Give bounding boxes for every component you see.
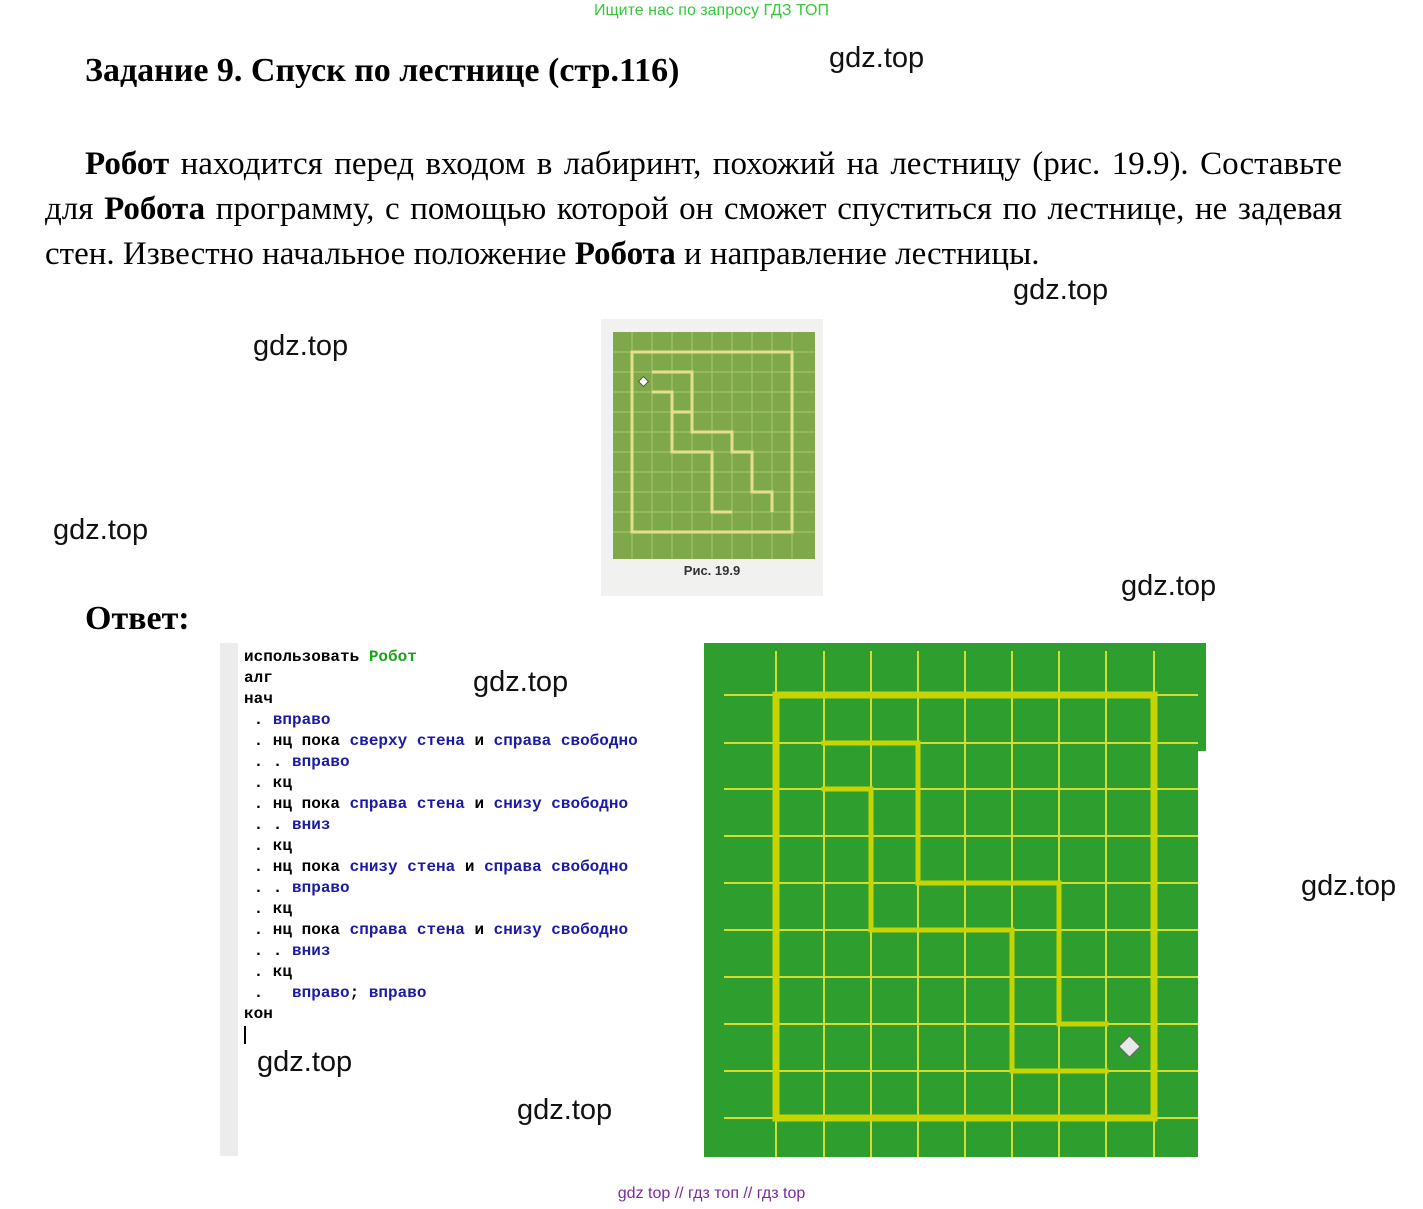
watermark: gdz.top	[1301, 870, 1397, 902]
code-line: . нц пока снизу стена и справа свободно	[244, 858, 629, 876]
figure-19-9	[601, 319, 823, 596]
watermark: gdz.top	[1013, 274, 1109, 306]
watermark: gdz.top	[517, 1094, 613, 1126]
watermark: gdz.top	[829, 42, 925, 74]
watermark: gdz.top	[253, 330, 349, 362]
code-line: . кц	[244, 900, 293, 918]
code-line: алг	[244, 669, 273, 687]
task-robot-3: Робота	[574, 236, 676, 272]
code-line: . . вниз	[244, 816, 331, 834]
figure-maze-image	[601, 319, 823, 596]
code-line: . кц	[244, 963, 293, 981]
code-line: . кц	[244, 837, 293, 855]
code-listing	[244, 647, 638, 1046]
footer-links[interactable]: gdz top // гдз топ // гдз top	[617, 1185, 806, 1202]
code-gutter	[220, 643, 238, 1156]
task-robot-1: Робот	[85, 146, 170, 182]
page-title: Задание 9. Спуск по лестнице (стр.116)	[85, 52, 680, 89]
text-cursor	[244, 1026, 246, 1044]
code-line: . . вниз	[244, 942, 331, 960]
task-text-1: находится перед входом в лабиринт, похожий на лестницу (рис. 19.9). Составьте для	[45, 146, 1342, 227]
code-line: кон	[244, 1005, 273, 1023]
code-line: . . вправо	[244, 879, 350, 897]
code-line: . . вправо	[244, 753, 350, 771]
task-text-3: и направление лестницы.	[675, 236, 1040, 272]
figure-caption: Рис. 19.9	[683, 563, 741, 578]
task-text	[45, 142, 1342, 277]
watermark: gdz.top	[1121, 570, 1217, 602]
code-line: . вправо; вправо	[244, 984, 427, 1002]
code-line: нач	[244, 690, 273, 708]
task-robot-2: Робота	[104, 191, 206, 227]
code-line: . нц пока сверху стена и справа свободно	[244, 732, 638, 750]
robot-field-canvas	[704, 643, 1206, 1157]
watermark: gdz.top	[53, 514, 149, 546]
answer-label: Ответ:	[85, 600, 190, 637]
code-line: . нц пока справа стена и снизу свободно	[244, 921, 629, 939]
task-text-2: программу, с помощью которой он сможет спуститься по лестнице, не задевая стен. Известно начальное положение	[45, 191, 1343, 272]
code-line: . нц пока справа стена и снизу свободно	[244, 795, 629, 813]
robot-field[interactable]	[704, 643, 1206, 1162]
code-line: использовать Робот	[244, 648, 417, 666]
code-line: . вправо	[244, 711, 331, 729]
watermark: gdz.top	[257, 1046, 353, 1078]
watermark: gdz.top	[473, 666, 569, 698]
top-search-link[interactable]: Ищите нас по запросу ГДЗ ТОП	[594, 2, 829, 19]
code-line: . кц	[244, 774, 293, 792]
